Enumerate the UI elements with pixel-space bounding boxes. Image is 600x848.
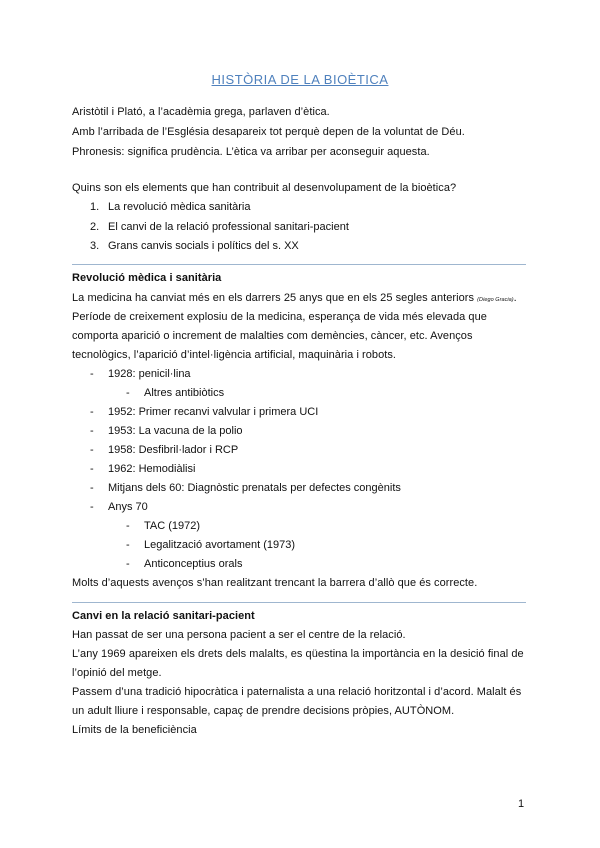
- timeline-text: 1953: La vacuna de la polio: [108, 425, 243, 437]
- paragraph-line: Límits de la beneficiència: [72, 724, 197, 736]
- timeline-text: 1958: Desfibril·lador i RCP: [108, 444, 239, 456]
- list-text: La revolució mèdica sanitària: [108, 201, 251, 213]
- paragraph-line: Passem d’una tradició hipocràtica i paternalista a una relació horitzontal i d’acord. Malalt és: [72, 686, 522, 698]
- list-number: 3.: [90, 240, 100, 252]
- timeline-text: 1952: Primer recanvi valvular i primera UCI: [108, 406, 319, 418]
- timeline-text: Anys 70: [108, 501, 148, 513]
- list-text: Grans canvis socials i polítics del s. XX: [108, 240, 299, 252]
- timeline-text: TAC (1972): [144, 520, 201, 532]
- list-number: 2.: [90, 221, 100, 233]
- timeline-text: Altres antibiòtics: [144, 387, 225, 399]
- bullet-dash: -: [90, 463, 94, 475]
- paragraph-line: tecnològics, l’aparició d’intel·ligència artificial, maquinària i robots.: [72, 349, 397, 361]
- paragraph-line: Molts d’aquests avenços s’han realitzant trencant la barrera d’allò que és correcte.: [72, 577, 478, 589]
- paragraph-line: [72, 291, 517, 307]
- paragraph-period: .: [513, 292, 517, 304]
- paragraph-line: Han passat de ser una persona pacient a ser el centre de la relació.: [72, 629, 406, 641]
- bullet-dash: -: [90, 444, 94, 456]
- bullet-dash: -: [90, 425, 94, 437]
- section-heading: Revolució mèdica i sanitària: [72, 272, 222, 284]
- bullet-dash: -: [126, 539, 130, 551]
- bullet-dash: -: [90, 482, 94, 494]
- intro-line: Phronesis: significa prudència. L’ètica va arribar per aconseguir aquesta.: [72, 146, 430, 158]
- paragraph-line: un adult lliure i responsable, capaç de prendre decisions pròpies, AUTÒNOM.: [72, 705, 455, 717]
- paragraph-line: Període de creixement explosiu de la medicina, esperança de vida més elevada que: [72, 311, 487, 323]
- page-number: 1: [518, 798, 525, 810]
- bullet-dash: -: [126, 520, 130, 532]
- section-divider: [72, 602, 526, 603]
- section-divider: [72, 264, 526, 265]
- paragraph-line: l’opinió del metge.: [72, 667, 162, 679]
- paragraph-line: L’any 1969 apareixen els drets dels malalts, es qüestina la importància en la desició final de: [72, 648, 524, 660]
- document-title: HISTÒRIA DE LA BIOÈTICA: [211, 72, 389, 87]
- citation: (Diego Gracia): [477, 297, 514, 303]
- bullet-dash: -: [90, 368, 94, 380]
- list-text: El canvi de la relació professional sanitari-pacient: [108, 221, 349, 233]
- bullet-dash: -: [90, 501, 94, 513]
- intro-line: Amb l’arribada de l’Església desapareix tot perquè depen de la voluntat de Déu.: [72, 126, 465, 138]
- question-line: Quins son els elements que han contribuit al desenvolupament de la bioètica?: [72, 182, 457, 194]
- bullet-dash: -: [90, 406, 94, 418]
- bullet-dash: -: [126, 387, 130, 399]
- list-number: 1.: [90, 201, 100, 213]
- bullet-dash: -: [126, 558, 130, 570]
- timeline-text: Mitjans dels 60: Diagnòstic prenatals per defectes congènits: [108, 482, 401, 494]
- timeline-text: Legalització avortament (1973): [144, 539, 296, 551]
- timeline-text: 1962: Hemodiàlisi: [108, 463, 196, 475]
- section-heading: Canvi en la relació sanitari-pacient: [72, 610, 255, 622]
- paragraph-line: comporta aparició o increment de malalties com demències, càncer, etc. Avenços: [72, 330, 473, 342]
- timeline-text: Anticonceptius orals: [144, 558, 243, 570]
- intro-line: Aristòtil i Plató, a l’acadèmia grega, parlaven d’ètica.: [72, 106, 330, 118]
- paragraph-text: La medicina ha canviat més en els darrers 25 anys que en els 25 segles anteriors: [72, 292, 475, 304]
- timeline-text: 1928: penicil·lina: [108, 368, 191, 380]
